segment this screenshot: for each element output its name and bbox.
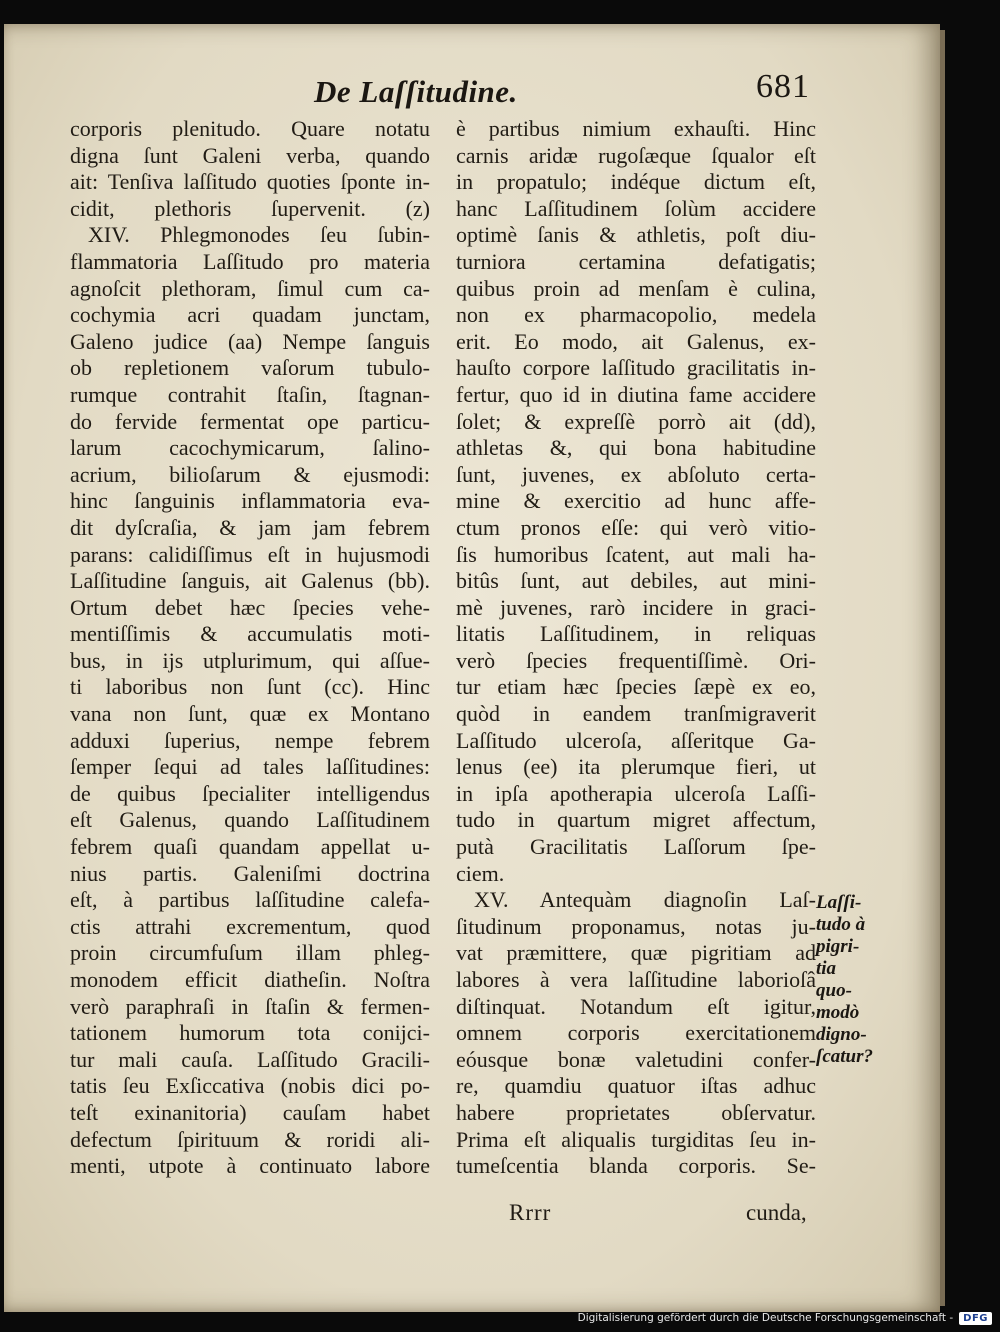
- text-line: hinc ſanguinis inflammatoria eva-: [70, 488, 430, 514]
- text-line: menti, utpote à continuato labore: [70, 1153, 430, 1179]
- text-line: vat præmittere, quæ pigritiam ad: [456, 940, 816, 966]
- marginal-note: [816, 892, 896, 1068]
- text-line: carnis aridæ rugoſæque ſqualor eſt: [456, 142, 816, 168]
- page-edge: [940, 30, 945, 1306]
- text-line: proin circumfuſum illam phleg-: [70, 940, 430, 966]
- text-line: re, quamdiu quatuor iſtas adhuc: [456, 1073, 816, 1099]
- text-line: quibus proin ad menſam è culina,: [456, 275, 816, 301]
- text-line: eſt Galenus, quando Laſſitudinem: [70, 807, 430, 833]
- text-line: ctis attrahi excrementum, quod: [70, 913, 430, 939]
- text-line: Galeno judice (aa) Nempe ſanguis: [70, 328, 430, 354]
- text-line: fertur, quo id in diutina fame accidere: [456, 381, 816, 407]
- text-line: Laſſitudo ulceroſa, aſſeritque Ga-: [456, 727, 816, 753]
- text-line: habere proprietates obſervatur.: [456, 1099, 816, 1125]
- text-line: parans: calidiſſimus eſt in hujusmodi: [70, 541, 430, 567]
- text-line: in propatulo; indéque dictum eſt,: [456, 169, 816, 195]
- text-line: tumeſcentia blanda corporis. Se-: [456, 1153, 816, 1179]
- marginal-note-line: digno-: [816, 1024, 867, 1045]
- text-line: tudo in quartum migret affectum,: [456, 807, 816, 833]
- text-line: teſt exinanitoria) cauſam habet: [70, 1099, 430, 1125]
- text-line: febrem quaſi quandam appellat u-: [70, 834, 430, 860]
- text-line: cidit, plethoris ſupervenit. (z): [70, 195, 430, 221]
- right-text-column: [456, 116, 816, 1180]
- marginal-note-line: ſcatur?: [816, 1046, 873, 1067]
- text-line: mè juvenes, rarò incidere in graci-: [456, 594, 816, 620]
- text-line: tationem humorum tota conijci-: [70, 1020, 430, 1046]
- text-line: litatis Laſſitudinem, in reliquas: [456, 621, 816, 647]
- text-line: ob repletionem vaſorum tubulo-: [70, 355, 430, 381]
- text-line: Ortum debet hæc ſpecies vehe-: [70, 594, 430, 620]
- text-line: XV. Antequàm diagnoſin Laſ-: [474, 887, 816, 913]
- marginal-note-line: tia: [816, 958, 837, 979]
- text-line: lenus (ee) ita plerumque fieri, ut: [456, 754, 816, 780]
- text-line: ti laboribus non ſunt (cc). Hinc: [70, 674, 430, 700]
- text-line: omnem corporis exercitationem: [456, 1020, 816, 1046]
- text-line: dit dyſcraſia, & jam jam febrem: [70, 514, 430, 540]
- text-line: ſemper ſequi ad tales laſſitudines:: [70, 754, 430, 780]
- text-line: ctum pronos eſſe: qui verò vitio-: [456, 514, 816, 540]
- marginal-note-line: tudo à: [816, 914, 866, 935]
- text-line: mentiſſimis & accumulatis moti-: [70, 621, 430, 647]
- text-line: optimè ſanis & athletis, poſt diu-: [456, 222, 816, 248]
- text-line: larum cacochymicarum, ſalino-: [70, 435, 430, 461]
- text-line: Prima eſt aliqualis turgiditas ſeu in-: [456, 1126, 816, 1152]
- signature-mark: Rrrr: [509, 1200, 552, 1225]
- text-line: hanc Laſſitudinem ſolùm accidere: [456, 195, 816, 221]
- text-line: tatis ſeu Exſiccativa (nobis dici po-: [70, 1073, 430, 1099]
- text-line: eſt, à partibus laſſitudine calefa-: [70, 887, 430, 913]
- catchword: cunda,: [746, 1200, 807, 1225]
- text-line: turniora certamina defatigatis;: [456, 248, 816, 274]
- text-line: eóusque bonæ valetudini confer-: [456, 1046, 816, 1072]
- text-line: ciem.: [456, 860, 505, 886]
- text-line: non ex pharmacopolio, medela: [456, 302, 816, 328]
- text-line: mine & exercitio ad hunc affe-: [456, 488, 816, 514]
- text-line: ſitudinum proponamus, notas ju-: [456, 913, 816, 939]
- text-line: athletas &, qui bona habitudine: [456, 435, 816, 461]
- text-line: flammatoria Laſſitudo pro materia: [70, 248, 430, 274]
- text-line: XIV. Phlegmonodes ſeu ſubin-: [88, 222, 430, 248]
- text-line: do fervide fermentat ope particu-: [70, 408, 430, 434]
- marginal-note-line: Laſſi-: [816, 892, 862, 913]
- text-line: hauſto corpore laſſitudo gracilitatis in-: [456, 355, 816, 381]
- text-line: agnoſcit plethoram, ſimul cum ca-: [70, 275, 430, 301]
- text-line: bitûs ſunt, aut debiles, aut mini-: [456, 568, 816, 594]
- digitization-footer: [578, 1308, 992, 1328]
- text-line: vana non ſunt, quæ ex Montano: [70, 701, 430, 727]
- marginal-note-line: modò: [816, 1002, 860, 1023]
- marginal-note-line: pigri-: [816, 936, 860, 957]
- text-line: verò paraphraſi in ſtaſin & fermen-: [70, 993, 430, 1019]
- text-line: de quibus ſpecialiter intelligendus: [70, 780, 430, 806]
- text-line: putà Gracilitatis Laſſorum ſpe-: [456, 834, 816, 860]
- text-line: Laſſitudine ſanguis, ait Galenus (bb).: [70, 568, 430, 594]
- text-line: adduxi ſuperius, nempe febrem: [70, 727, 430, 753]
- running-title: De Laſſitudine.: [314, 74, 518, 109]
- text-line: acrium, bilioſarum & ejusmodi:: [70, 461, 430, 487]
- text-line: ſunt, juvenes, ex abſoluto certa-: [456, 461, 816, 487]
- text-line: monodem efficit diatheſin. Noſtra: [70, 967, 430, 992]
- text-line: bus, in ijs utplurimum, qui aſſue-: [70, 647, 430, 673]
- text-line: labores à vera laſſitudine laborioſâ: [456, 967, 816, 992]
- text-line: ſis humoribus ſcatent, aut mali ha-: [456, 541, 816, 567]
- text-line: diſtinquat. Notandum eſt igitur,: [456, 993, 816, 1019]
- text-line: è partibus nimium exhauſti. Hinc: [456, 116, 816, 141]
- text-line: ſolet; & expreſſè porrò ait (dd),: [456, 408, 816, 434]
- page-number: 681: [756, 68, 810, 105]
- marginal-note-line: quo-: [816, 980, 852, 1001]
- text-line: verò ſpecies frequentiſſimè. Ori-: [456, 647, 816, 673]
- text-line: tur mali cauſa. Laſſitudo Gracili-: [70, 1046, 430, 1072]
- text-line: quòd in eandem tranſmigraverit: [456, 701, 816, 727]
- text-line: tur etiam hæc ſpecies ſæpè ex eo,: [456, 674, 816, 700]
- text-line: nius partis. Galeniſmi doctrina: [70, 860, 430, 886]
- text-line: erit. Eo modo, ait Galenus, ex-: [456, 328, 816, 354]
- dfg-logo: DFG: [959, 1312, 992, 1325]
- text-line: digna ſunt Galeni verba, quando: [70, 142, 430, 168]
- text-line: defectum ſpirituum & roridi ali-: [70, 1126, 430, 1152]
- book-page: [4, 24, 940, 1312]
- text-line: rumque contrahit ſtaſin, ſtagnan-: [70, 381, 430, 407]
- left-text-column: [70, 116, 430, 1180]
- text-line: ait: Tenſiva laſſitudo quoties ſponte in-: [70, 169, 430, 195]
- text-line: corporis plenitudo. Quare notatu: [70, 116, 430, 141]
- text-line: in ipſa apotherapia ulceroſa Laſſi-: [456, 780, 816, 806]
- text-line: cochymia acri quadam junctam,: [70, 302, 430, 328]
- digitization-credit: Digitalisierung gefördert durch die Deutsche Forschungsgemeinschaft -: [577, 1312, 954, 1324]
